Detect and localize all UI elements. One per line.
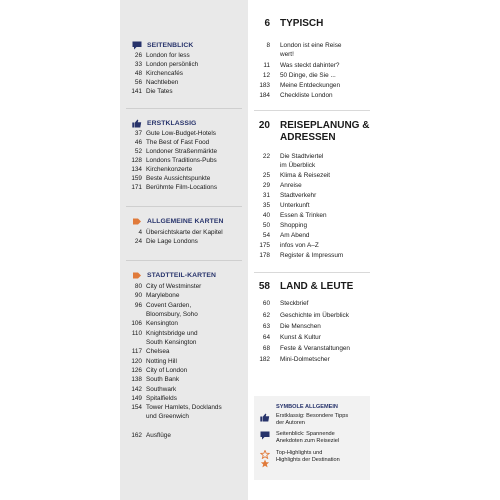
legend-item: Top-Highlights und Highlights der Destination	[258, 450, 340, 468]
divider	[254, 272, 370, 273]
list-item: 11 Was steckt dahinter?	[263, 62, 340, 69]
list-item: 96 Covent Garden,	[134, 302, 192, 309]
list-item: 24 Die Lage Londons	[134, 238, 198, 245]
list-item: 60 Steckbrief	[262, 300, 309, 307]
speech-bubble-icon	[132, 41, 142, 50]
list-item: 56 Nachtleben	[134, 79, 179, 86]
list-item: 138 South Bank	[131, 376, 180, 383]
list-item: 120 Notting Hill	[131, 358, 177, 365]
list-item: 182 Mini-Dolmetscher	[259, 356, 330, 363]
section-heading-stadtteil	[120, 271, 216, 280]
list-item: 25 Klima & Reisezeit	[262, 172, 331, 179]
list-item: 175 infos von A–Z	[259, 242, 319, 249]
list-item: wert!	[280, 51, 294, 58]
list-item: 46 The Best of Fast Food	[134, 139, 210, 146]
chapter-heading-reiseplanung: 20 REISEPLANUNG &	[258, 120, 370, 131]
section-title: SEITENBLICK	[147, 42, 194, 49]
list-item: 128 Londons Traditions-Pubs	[131, 157, 217, 164]
list-item: 33 London persönlich	[134, 61, 199, 68]
list-item: 22 Die Stadtviertel	[262, 153, 324, 160]
list-item: 110 Knightsbridge und	[131, 330, 198, 337]
section-heading-seitenblick	[120, 41, 193, 50]
list-item: 48 Kirchencafés	[134, 70, 183, 77]
chapter-heading-reiseplanung-line2: ADRESSEN	[280, 132, 336, 143]
list-item: im Überblick	[280, 162, 316, 169]
list-item: South Kensington	[146, 339, 197, 346]
list-item: 183 Meine Entdeckungen	[259, 82, 341, 89]
list-item: und Greenwich	[146, 413, 189, 420]
star-icon	[258, 450, 272, 468]
list-item: 162 Ausflüge	[131, 432, 171, 439]
section-heading-karten	[120, 217, 223, 226]
divider	[126, 260, 242, 261]
section-heading-erstklassig	[120, 119, 196, 128]
list-item: 8 London ist eine Reise	[266, 42, 342, 49]
legend-title: SYMBOLE ALLGEMEIN	[276, 404, 338, 410]
list-item: 35 Unterkunft	[262, 202, 310, 209]
list-item: 37 Gute Low-Budget-Hotels	[134, 130, 216, 137]
legend-item: Erstklassig: Besondere Tipps der Autoren	[258, 413, 348, 427]
list-item: 117 Chelsea	[131, 348, 170, 355]
list-item: 171 Berühmte Film-Locations	[131, 184, 218, 191]
list-item: 62 Geschichte im Überblick	[262, 312, 349, 319]
list-item: 4 Übersichtskarte der Kapitel	[138, 229, 223, 236]
list-item: 68 Feste & Veranstaltungen	[262, 345, 350, 352]
divider	[254, 110, 370, 111]
list-item: 63 Die Menschen	[262, 323, 321, 330]
list-item: 159 Beste Aussichtspunkte	[131, 175, 211, 182]
list-item: 141 Die Tates	[131, 88, 173, 95]
list-item: 142 Southwark	[131, 386, 177, 393]
list-item: 184 Checkliste London	[259, 92, 333, 99]
list-item: 29 Anreise	[262, 182, 302, 189]
list-item: 64 Kunst & Kultur	[262, 334, 321, 341]
section-title: ALLGEMEINE KARTEN	[147, 218, 224, 225]
thumbs-up-icon	[258, 413, 272, 427]
list-item: 126 City of London	[131, 367, 188, 374]
list-item: 31 Stadtverkehr	[262, 192, 317, 199]
list-item: 52 Londoner Straßenmärkte	[134, 148, 218, 155]
chapter-heading-typisch: 6 TYPISCH	[264, 18, 324, 29]
divider	[126, 108, 242, 109]
list-item: 134 Kirchenkonzerte	[131, 166, 193, 173]
list-item: 26 London for less	[134, 52, 190, 59]
list-item: 90 Marylebone	[134, 292, 180, 299]
divider	[126, 206, 242, 207]
list-item: 178 Register & Impressum	[259, 252, 344, 259]
legend-item: Seitenblick: Spannende Anekdoten zum Reiseziel	[258, 431, 339, 445]
map-pin-icon	[132, 271, 142, 280]
list-item: 149 Spitalfields	[131, 395, 177, 402]
section-title: ERSTKLASSIG	[147, 120, 197, 127]
list-item: 154 Tower Hamlets, Docklands	[131, 404, 222, 411]
list-item: 54 Am Abend	[262, 232, 310, 239]
list-item: 40 Essen & Trinken	[262, 212, 327, 219]
thumbs-up-icon	[132, 119, 142, 128]
list-item: 106 Kensington	[131, 320, 178, 327]
list-item: 12 50 Dinge, die Sie ...	[262, 72, 336, 79]
section-title: STADTTEIL-KARTEN	[147, 272, 217, 279]
chapter-heading-land: 58 LAND & LEUTE	[258, 281, 354, 292]
list-item: 80 City of Westminster	[134, 283, 202, 290]
map-pin-icon	[132, 217, 142, 226]
list-item: Bloomsbury, Soho	[146, 311, 198, 318]
list-item: 50 Shopping	[262, 222, 308, 229]
speech-bubble-icon	[258, 431, 272, 445]
